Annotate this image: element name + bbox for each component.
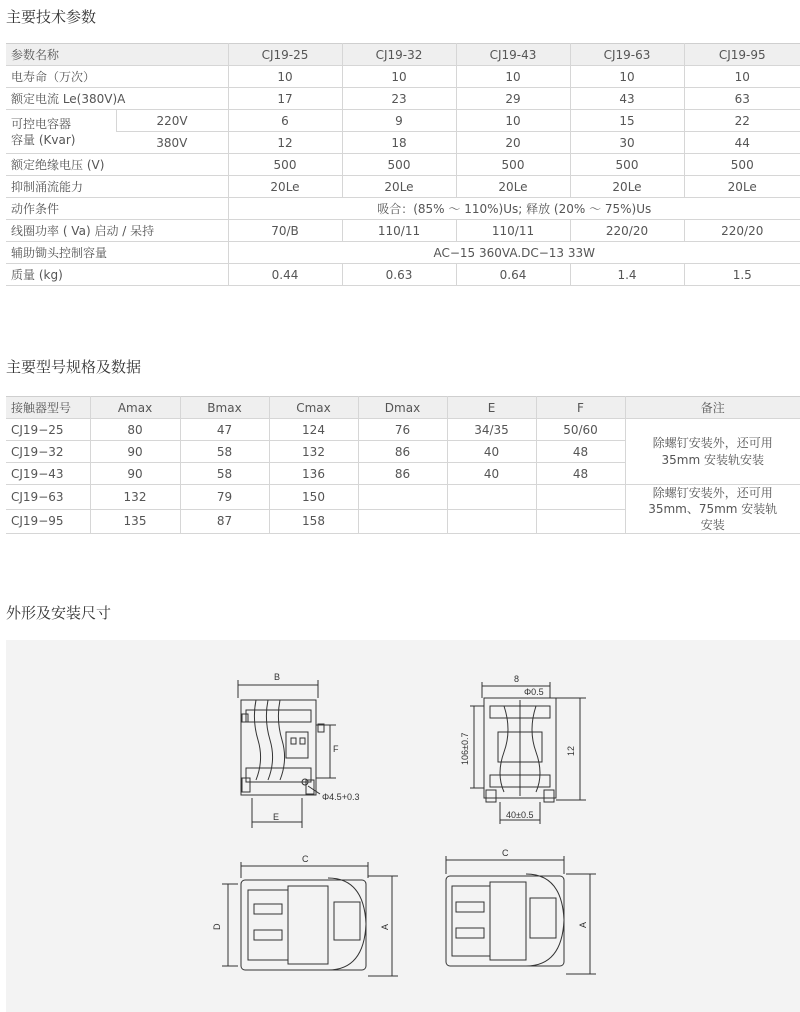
table-row [6, 110, 800, 132]
table-row [6, 264, 800, 286]
cell-value: 80 [90, 419, 180, 441]
cell-value: 20 [456, 132, 570, 154]
table-row [6, 88, 800, 110]
cell-model: CJ19−63 [6, 485, 90, 510]
cell-value [536, 485, 625, 510]
cell-value: 86 [358, 441, 447, 463]
cell-model: CJ19−95 [6, 509, 90, 534]
remarks-line: 除螺钉安装外，还可用 [652, 435, 773, 450]
cell-value: 17 [228, 88, 342, 110]
header-dim: Cmax [269, 397, 358, 419]
cell-value: 135 [90, 509, 180, 534]
drawing-top-view-2 [446, 856, 596, 974]
dim-label-b: B [274, 672, 281, 682]
cell-value: 20Le [570, 176, 684, 198]
tech-params-table [6, 43, 800, 286]
cell-value: 22 [684, 110, 800, 132]
dim-label-106: 106±0.7 [460, 732, 470, 765]
table-row [6, 242, 800, 264]
cell-value: 220/20 [684, 220, 800, 242]
header-model: CJ19-25 [228, 44, 342, 66]
header-param-name: 参数名称 [6, 44, 228, 66]
header-dim: Bmax [180, 397, 269, 419]
table-row [6, 419, 800, 441]
cell-value: 12 [228, 132, 342, 154]
table-row [6, 220, 800, 242]
cell-value: 30 [570, 132, 684, 154]
cell-value: 124 [269, 419, 358, 441]
cell-value [358, 509, 447, 534]
cell-value [358, 485, 447, 510]
section-title-model-specs: 主要型号规格及数据 [6, 358, 142, 376]
cell-value: 158 [269, 509, 358, 534]
table-header-row [6, 44, 800, 66]
row-label: 质量 (kg) [6, 264, 228, 286]
cell-value: 132 [90, 485, 180, 510]
cell-value: 10 [456, 110, 570, 132]
remarks-line: 除螺钉安装外，还可用 [652, 486, 773, 500]
table-row [6, 154, 800, 176]
header-model: CJ19-32 [342, 44, 456, 66]
dim-label-c2: C [502, 848, 509, 858]
cell-value: 40 [447, 441, 536, 463]
cell-value: 44 [684, 132, 800, 154]
dim-label-c1: C [302, 854, 309, 864]
header-model: CJ19-95 [684, 44, 800, 66]
cell-value: 10 [456, 66, 570, 88]
cell-value: 220/20 [570, 220, 684, 242]
drawing-front-view [238, 680, 336, 828]
table-row [6, 66, 800, 88]
row-label: 抑制涌流能力 [6, 176, 228, 198]
remarks-line: 35mm 安装轨安装 [661, 452, 764, 467]
dim-label-hole: Φ4.5+0.3 [322, 792, 360, 802]
cell-value: 1.4 [570, 264, 684, 286]
cell-value: 10 [684, 66, 800, 88]
cell-value: 70/B [228, 220, 342, 242]
header-dim: F [536, 397, 625, 419]
dim-label-12: 12 [566, 745, 576, 756]
capacitor-label-line1: 可控电容器 [11, 116, 72, 131]
section-title-dimensions: 外形及安装尺寸 [6, 604, 112, 622]
cell-value: 48 [536, 463, 625, 485]
cell-value: 34/35 [447, 419, 536, 441]
cell-value: 132 [269, 441, 358, 463]
dim-label-a1: A [380, 923, 390, 930]
cell-value: 18 [342, 132, 456, 154]
row-label: 动作条件 [6, 198, 228, 220]
header-dim: Amax [90, 397, 180, 419]
cell-value: 500 [456, 154, 570, 176]
dim-label-8: 8 [514, 674, 520, 684]
model-specs-table [6, 396, 800, 534]
cell-value: 150 [269, 485, 358, 510]
voltage-label: 380V [116, 132, 228, 154]
cell-value [447, 509, 536, 534]
cell-value: 1.5 [684, 264, 800, 286]
cell-value: 20Le [228, 176, 342, 198]
remarks-cell [625, 485, 800, 534]
header-dim: E [447, 397, 536, 419]
cell-value: 20Le [684, 176, 800, 198]
dim-label-e: E [273, 812, 280, 822]
drawing-top-view-1 [222, 862, 398, 976]
dimension-drawing-panel [6, 640, 800, 1012]
cell-value: 110/11 [456, 220, 570, 242]
header-model: 接触器型号 [6, 397, 90, 419]
cell-value: 20Le [456, 176, 570, 198]
cell-value: 500 [684, 154, 800, 176]
cell-value: 58 [180, 463, 269, 485]
row-label: 额定绝缘电压 (V) [6, 154, 228, 176]
cell-value: 6 [228, 110, 342, 132]
row-label: 额定电流 Le(380V)A [6, 88, 228, 110]
cell-value: 500 [342, 154, 456, 176]
cell-value: 79 [180, 485, 269, 510]
table-row [6, 485, 800, 510]
table-header-row [6, 397, 800, 419]
cell-value: 9 [342, 110, 456, 132]
dimension-drawings [6, 640, 800, 1012]
cell-value-merged: AC−15 360VA.DC−13 33W [228, 242, 800, 264]
header-dim: Dmax [358, 397, 447, 419]
cell-model: CJ19−43 [6, 463, 90, 485]
table-row [6, 176, 800, 198]
section-title-tech-params: 主要技术参数 [6, 8, 97, 26]
cell-model: CJ19−32 [6, 441, 90, 463]
cell-value: 63 [684, 88, 800, 110]
remarks-line: 安装 [700, 518, 725, 532]
cell-value: 48 [536, 441, 625, 463]
capacitor-label-line2: 容量 (Kvar) [11, 132, 76, 147]
remarks-line: 35mm、75mm 安装轨 [648, 502, 778, 516]
voltage-label: 220V [116, 110, 228, 132]
cell-value: 47 [180, 419, 269, 441]
dim-label-a2: A [578, 921, 588, 928]
cell-value: 58 [180, 441, 269, 463]
cell-value: 500 [570, 154, 684, 176]
cell-value: 500 [228, 154, 342, 176]
cell-value: 29 [456, 88, 570, 110]
header-model: CJ19-63 [570, 44, 684, 66]
table-row [6, 132, 800, 154]
cell-model: CJ19−25 [6, 419, 90, 441]
cell-value: 110/11 [342, 220, 456, 242]
cell-value: 40 [447, 463, 536, 485]
dim-label-d1: D [212, 923, 222, 930]
cell-value: 10 [228, 66, 342, 88]
cell-value: 86 [358, 463, 447, 485]
cell-value: 0.63 [342, 264, 456, 286]
row-label: 线圈功率 ( Va) 启动 / 呆持 [6, 220, 228, 242]
dim-label-40: 40±0.5 [506, 810, 534, 820]
table-row [6, 198, 800, 220]
cell-value: 23 [342, 88, 456, 110]
header-model: CJ19-43 [456, 44, 570, 66]
row-label: 电寿命（万次） [6, 66, 228, 88]
cell-value: 136 [269, 463, 358, 485]
cell-value: 90 [90, 463, 180, 485]
cell-value: 90 [90, 441, 180, 463]
cell-value: 20Le [342, 176, 456, 198]
cell-value [447, 485, 536, 510]
dim-label-pin: Φ0.5 [524, 687, 544, 697]
cell-value: 0.44 [228, 264, 342, 286]
cell-value [536, 509, 625, 534]
cell-value: 10 [342, 66, 456, 88]
dim-label-f: F [333, 744, 339, 754]
row-label: 辅助锄头控制容量 [6, 242, 228, 264]
cell-value-merged: 吸合：(85% ～ 110%)Us; 释放 (20% ～ 75%)Us [228, 198, 800, 220]
header-remarks: 备注 [625, 397, 800, 419]
cell-value: 76 [358, 419, 447, 441]
cell-value: 0.64 [456, 264, 570, 286]
cell-value: 10 [570, 66, 684, 88]
cell-value: 50/60 [536, 419, 625, 441]
row-label-capacitor [6, 110, 116, 154]
cell-value: 15 [570, 110, 684, 132]
remarks-cell [625, 419, 800, 485]
cell-value: 43 [570, 88, 684, 110]
cell-value: 87 [180, 509, 269, 534]
